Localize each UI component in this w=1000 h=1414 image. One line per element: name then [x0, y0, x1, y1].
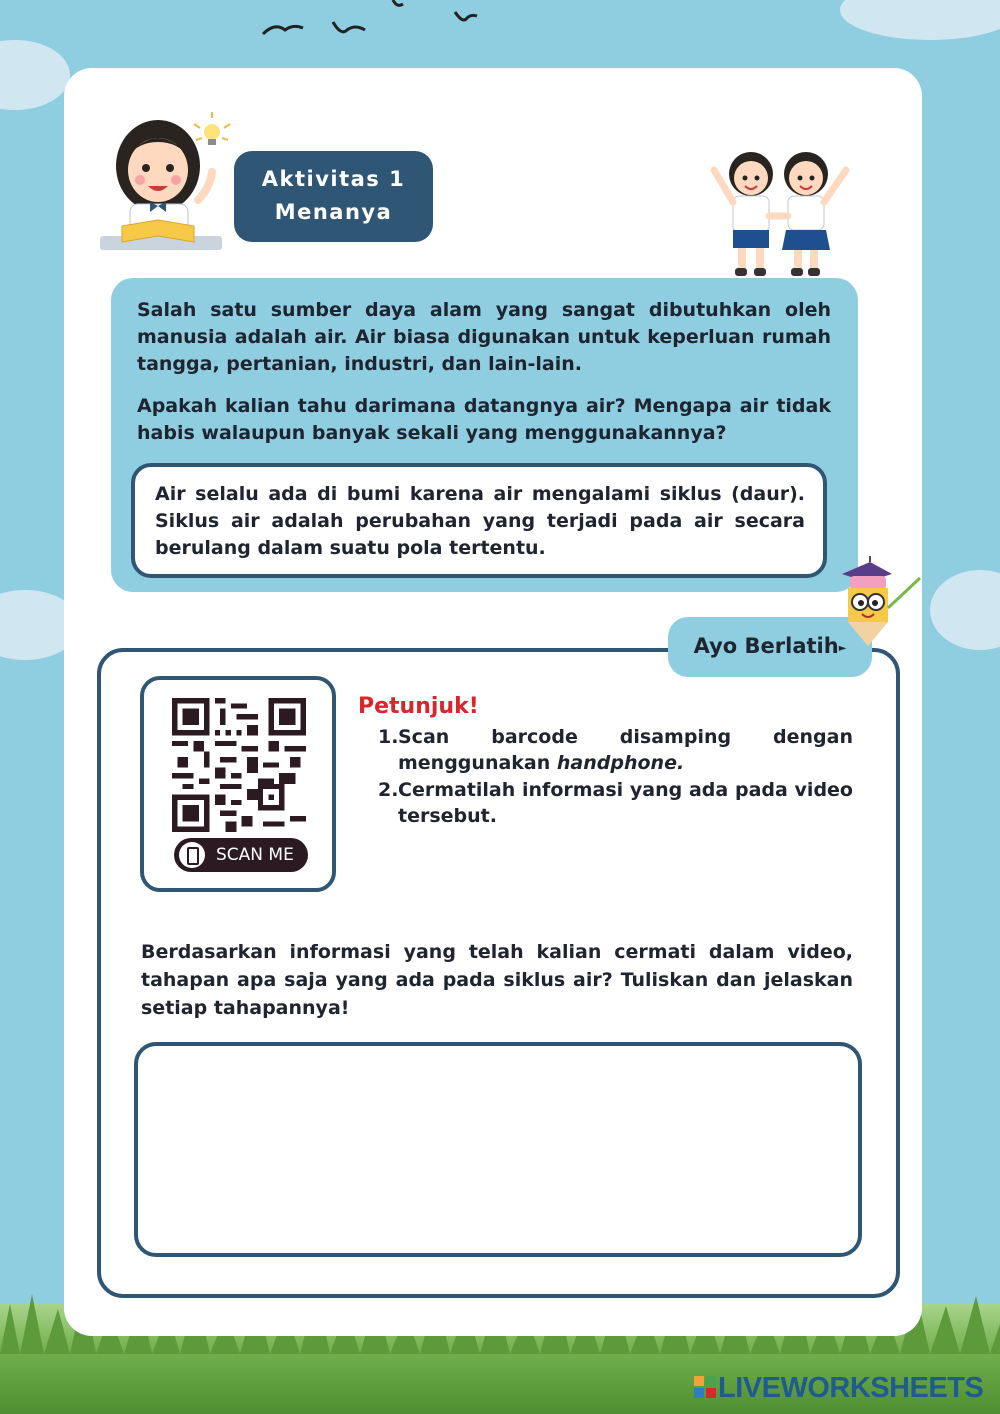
cloud-decoration	[0, 40, 70, 110]
instruction-item	[378, 777, 853, 829]
qr-card	[140, 676, 336, 892]
scan-me-label: SCAN ME	[216, 845, 294, 865]
cloud-decoration	[840, 0, 1000, 40]
scan-me-button[interactable]	[174, 838, 308, 872]
intro-question: Apakah kalian tahu darimana datangnya air? Mengapa air tidak habis walaupun banyak sekali yang menggunakannya?	[137, 395, 831, 444]
triangle-icon: ►	[838, 643, 847, 654]
answer-panel	[131, 463, 827, 578]
students-illustration	[706, 146, 856, 280]
liveworksheets-brand[interactable]	[694, 1372, 983, 1405]
answer-text: Air selalu ada di bumi karena air mengalami siklus (daur). Siklus air adalah perubahan yang terjadi pada air secara berulang dalam suatu pola tertentu.	[155, 483, 805, 559]
instruction-text: Cermatilah informasi yang ada pada video tersebut.	[398, 779, 853, 827]
cloud-decoration	[930, 570, 1000, 650]
girl-reading-illustration	[98, 108, 238, 254]
phone-icon	[179, 842, 205, 868]
instruction-item	[378, 724, 853, 776]
instructions-title: Petunjuk!	[358, 694, 479, 719]
instruction-number: 1.	[378, 726, 399, 748]
birds-illustration	[255, 0, 485, 45]
pencil-mascot-illustration	[822, 548, 922, 648]
instruction-number: 2.	[378, 779, 399, 801]
activity-title-line2: Menanya	[274, 200, 393, 224]
activity-title	[234, 151, 433, 242]
intro-paragraph: Salah satu sumber daya alam yang sangat dibutuhkan oleh manusia adalah air. Air biasa digunakan untuk keperluan rumah tangga, pertanian, industri, dan lain-lain.	[137, 299, 831, 375]
brand-label: LIVEWORKSHEETS	[718, 1372, 984, 1404]
answer-input[interactable]	[134, 1042, 862, 1257]
instruction-emphasis: handphone.	[556, 752, 685, 774]
instruction-text: Scan barcode disamping dengan menggunakan	[398, 726, 853, 774]
activity-title-line1: Aktivitas 1	[261, 167, 406, 191]
liveworksheets-logo-icon	[694, 1376, 716, 1400]
practice-question: Berdasarkan informasi yang telah kalian cermati dalam video, tahapan apa saja yang ada pada siklus air? Tuliskan dan jelaskan setiap tahapannya!	[141, 941, 853, 1019]
qr-code[interactable]	[172, 698, 306, 832]
ayo-berlatih-label: Ayo Berlatih	[693, 634, 839, 658]
